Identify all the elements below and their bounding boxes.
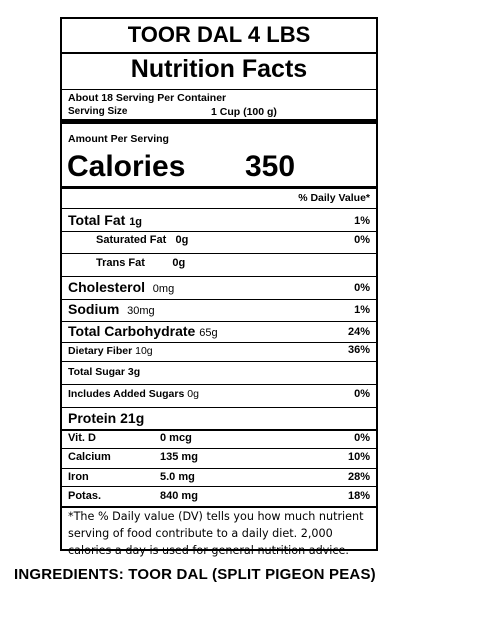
sodium-dv: 1% [354,304,370,316]
trans-fat-label: Trans Fat 0g [96,257,186,269]
nutrition-label [60,17,378,557]
product-name: TOOR DAL 4 LBS [127,22,311,47]
calories-label: Calories [67,150,186,183]
medium-divider [62,186,376,189]
total-fat-dv: 1% [354,215,370,227]
added-sugars-label: Includes Added Sugars 0g [68,388,199,400]
divider [62,89,376,90]
iron-label: Iron [68,471,89,483]
divider [62,361,376,362]
vitamin-d-dv: 0% [354,432,370,444]
total-carbohydrate-dv: 24% [347,326,370,338]
thick-divider [62,119,376,124]
divider [62,384,376,385]
amount-per-serving: Amount Per Serving [68,133,169,145]
daily-value-footnote: *The % Daily value (DV) tells you how much nutrient serving of food contribute to a daily diet. 2,000 calories a day is used for general nutrition advice. [68,510,364,557]
potassium-label: Potas. [68,490,102,502]
serving-size-label: Serving Size [68,106,128,117]
dietary-fiber-label: Dietary Fiber 10g [68,345,153,357]
divider [62,52,376,54]
serving-size-value: 1 Cup (100 g) [211,106,277,118]
cholesterol-label: Cholesterol 0mg [68,279,175,295]
dietary-fiber-dv: 36% [347,344,370,356]
divider [62,407,376,408]
protein-label: Protein 21g [68,410,145,426]
divider [62,448,376,449]
divider [62,208,376,209]
iron-dv: 28% [347,471,370,483]
divider [62,299,376,300]
potassium-dv: 18% [347,490,370,502]
cholesterol-dv: 0% [354,282,370,294]
ingredients-statement: INGREDIENTS: TOOR DAL (SPLIT PIGEON PEAS) [14,566,376,583]
divider [62,276,376,277]
sodium-label: Sodium 30mg [68,301,155,317]
divider [62,468,376,469]
daily-value-header: % Daily Value* [298,192,370,204]
iron-amount: 5.0 mg [160,471,195,483]
vitamin-d-label: Vit. D [68,432,96,444]
calcium-label: Calcium [68,451,111,463]
divider [62,231,376,232]
nutrition-facts-heading: Nutrition Facts [130,55,308,83]
saturated-fat-dv: 0% [354,234,370,246]
divider [62,486,376,487]
divider [62,342,376,343]
total-fat-label: Total Fat 1g [68,212,143,228]
servings-per-container: About 18 Serving Per Container [68,92,227,104]
vitamin-d-amount: 0 mcg [160,432,192,444]
divider [62,253,376,254]
divider [62,321,376,322]
calcium-amount: 135 mg [160,451,198,463]
calcium-dv: 10% [347,451,370,463]
total-sugar-label: Total Sugar 3g [68,366,141,378]
potassium-amount: 840 mg [160,490,198,502]
total-carbohydrate-label: Total Carbohydrate 65g [68,323,218,339]
added-sugars-dv: 0% [354,388,370,400]
saturated-fat-label: Saturated Fat 0g [96,234,189,246]
calories-value: 350 [245,150,296,183]
divider [62,429,376,431]
